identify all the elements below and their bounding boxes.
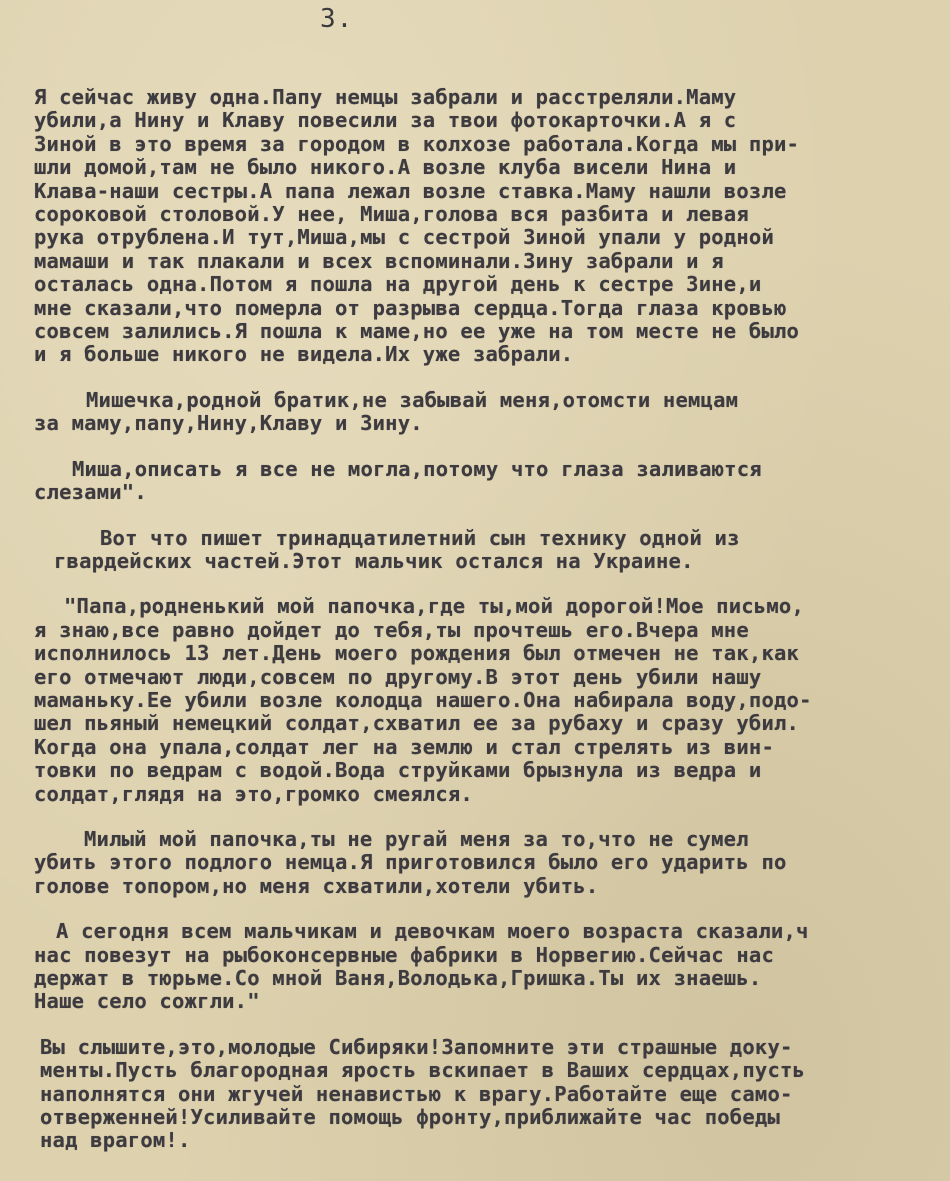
text-line: наполнятся они жгучей ненавистью к врагу.Работайте еще само- [40, 1081, 793, 1106]
text-line: шел пьяный немецкий солдат,схватил ее за рубаху и сразу убил. [34, 711, 800, 736]
text-line: убить этого подлого немца.Я приготовился было его ударить по [34, 850, 787, 875]
text-line: рука отрублена.И тут,Миша,мы с сестрой Зиной упали у родной [34, 225, 774, 250]
text-line: Вот что пишет тринадцатилетний сын технику одной из [100, 525, 740, 550]
text-line: держат в тюрьме.Со мной Ваня,Володька,Гришка.Ты их знаешь. [34, 966, 762, 990]
text-line: солдат,глядя на это,громко смеялся. [34, 781, 473, 806]
text-line: Милый мой папочка,ты не ругай меня за то,что не сумел [84, 826, 749, 851]
text-line: мамаши и так плакали и всех вспоминали.Зину забрали и я [34, 248, 724, 273]
text-line: Миша,описать я все не могла,потому что глаза заливаются [72, 456, 762, 481]
text-line: его отмечают люди,совсем по другому.В этот день убили нашу [34, 664, 762, 689]
text-line: осталась одна.Потом я пошла на другой день к сестре Зине,и [34, 272, 762, 297]
text-line: Когда она упала,солдат лег на землю и стал стрелять из вин- [34, 734, 774, 759]
paragraph-appeal [40, 1036, 934, 1153]
text-line: я знаю,все равно дойдет до тебя,ты прочтешь его.Вчера мне [34, 617, 749, 642]
text-line: слезами". [34, 480, 147, 505]
text-line: за маму,папу,Нину,Клаву и Зину. [34, 411, 423, 436]
paragraph-letter-son [34, 594, 934, 806]
paragraph-norway [34, 919, 934, 1014]
text-line: голове топором,но меня схватили,хотели убить. [34, 873, 599, 898]
paragraph-plea [34, 387, 934, 436]
text-line: шли домой,там не было никого.А возле клуба висели Нина и [34, 155, 737, 180]
text-line: совсем залились.Я пошла к маме,но ее уже на том месте не было [34, 319, 800, 344]
text-line: и я больше никого не видела.Их уже забрали. [34, 342, 574, 367]
text-line: Наше село сожгли." [34, 989, 260, 1014]
text-line: нас повезут на рыбоконсервные фабрики в Норвегию.Сейчас нас [34, 942, 774, 967]
text-line: Вы слышите,это,молодые Сибиряки!Запомните эти страшные доку- [40, 1034, 793, 1059]
text-line: А сегодня всем мальчикам и девочкам моего возраста сказали,ч [56, 919, 809, 944]
text-line: Зиной в это время за городом в колхозе работала.Когда мы при- [34, 131, 800, 156]
text-line: "Папа,родненький мой папочка,где ты,мой дорогой!Мое письмо, [64, 594, 804, 619]
text-line: убили,а Нину и Клаву повесили за твои фотокарточки.А я с [34, 108, 737, 133]
paragraph-axe [34, 826, 934, 898]
paragraph-intro-son [54, 525, 934, 574]
text-line: над врагом!. [40, 1128, 191, 1153]
paragraph-tears [34, 456, 934, 505]
text-line: маманьку.Ее убили возле колодца нашего.Она набирала воду,подо- [34, 687, 812, 712]
text-line: исполнилось 13 лет.День моего рождения был отмечен не так,как [34, 641, 800, 666]
text-line: сороковой столовой.У нее, Миша,голова вся разбита и левая [34, 202, 749, 227]
text-line: товки по ведрам с водой.Вода струйками брызнула из ведра и [34, 758, 762, 783]
text-line: Клава-наши сестры.А папа лежал возле ставка.Маму нашли возле [34, 178, 787, 203]
text-line: отверженней!Усиливайте помощь фронту,приближайте час победы [40, 1105, 780, 1130]
paragraph-letter-sister [34, 86, 934, 367]
text-line: мне сказали,что померла от разрыва сердца.Тогда глаза кровью [34, 295, 787, 320]
document-body [34, 86, 934, 1175]
text-line: гвардейских частей.Этот мальчик остался на Украине. [54, 548, 694, 573]
text-line: Мишечка,родной братик,не забывай меня,отомсти немцам [86, 387, 739, 412]
page-number: 3. [320, 4, 354, 34]
text-line: Я сейчас живу одна.Папу немцы забрали и расстреляли.Маму [34, 85, 737, 109]
text-line: менты.Пусть благородная ярость вскипает в Ваших сердцах,пусть [40, 1058, 806, 1083]
